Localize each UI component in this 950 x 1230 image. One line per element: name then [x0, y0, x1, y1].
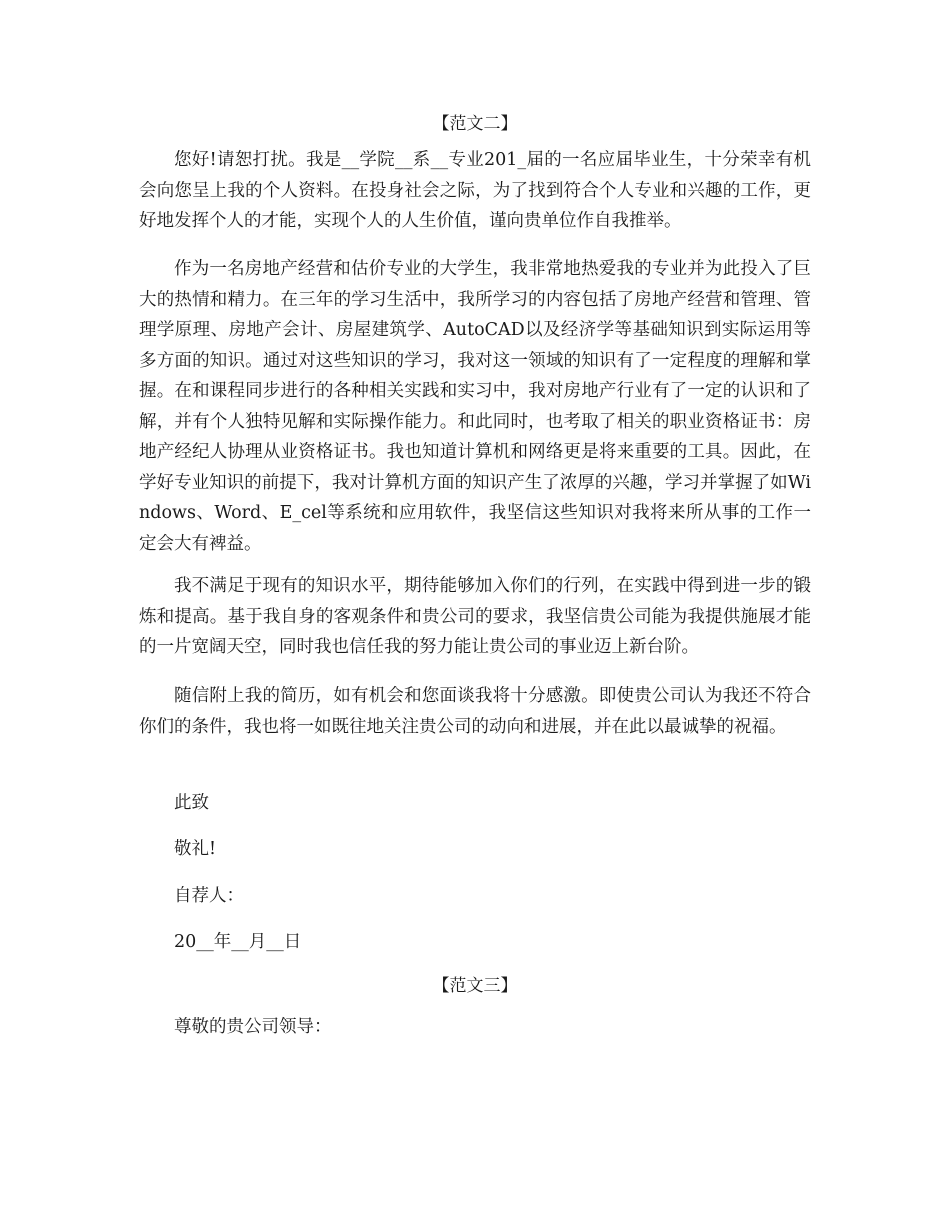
section-heading-2: 【范文二】	[432, 114, 518, 134]
paragraph-aspiration: 我不满足于现有的知识水平，期待能够加入你们的行列，在实践中得到进一步的锻炼和提高。基于我自身的客观条件和贵公司的要求，我坚信贵公司能为我提供施展才能的一片宽阔天空，同时我也信任我的努力能让贵公司的事业迈上新台阶。	[139, 576, 811, 657]
paragraph-closing: 随信附上我的简历，如有机会和您面谈我将十分感激。即使贵公司认为我还不符合你们的条件，我也将一如既往地关注贵公司的动向和进展，并在此以最诚挚的祝福。	[139, 686, 811, 737]
section-heading-3: 【范文三】	[432, 976, 518, 996]
paragraph-intro: 您好!请恕打扰。我是__学院__系__专业201_届的一名应届毕业生，十分荣幸有机会向您呈上我的个人资料。在投身社会之际，为了找到符合个人专业和兴趣的工作，更好地发挥个人的才能，实现个人的人生价值，谨向贵单位作自我推举。	[139, 150, 811, 231]
salutation: 敬礼!	[174, 839, 217, 859]
date-line: 20__年__月__日	[174, 932, 302, 952]
closing-phrase: 此致	[174, 793, 209, 813]
signature-label: 自荐人：	[174, 886, 244, 906]
paragraph-education: 作为一名房地产经营和估价专业的大学生，我非常地热爱我的专业并为此投入了巨大的热情和精力。在三年的学习生活中，我所学习的内容包括了房地产经营和管理、管理学原理、房地产会计、房屋建筑学、AutoCAD以及经济学等基础知识到实际运用等多方面的知识。通过对这些知识的学习，我对这一领域的知识有了一定程度的理解和掌握。在和课程同步进行的各种相关实践和实习中，我对房地产行业有了一定的认识和了解，并有个人独特见解和实际操作能力。和此同时，也考取了相关的职业资格证书：房地产经纪人协理从业资格证书。我也知道计算机和网络更是将来重要的工具。因此，在学好专业知识的前提下，我对计算机方面的知识产生了浓厚的兴趣，学习并掌握了如Windows、Word、E_cel等系统和应用软件，我坚信这些知识对我将来所从事的工作一定会大有裨益。	[139, 259, 811, 554]
greeting-3: 尊敬的贵公司领导：	[174, 1017, 332, 1037]
